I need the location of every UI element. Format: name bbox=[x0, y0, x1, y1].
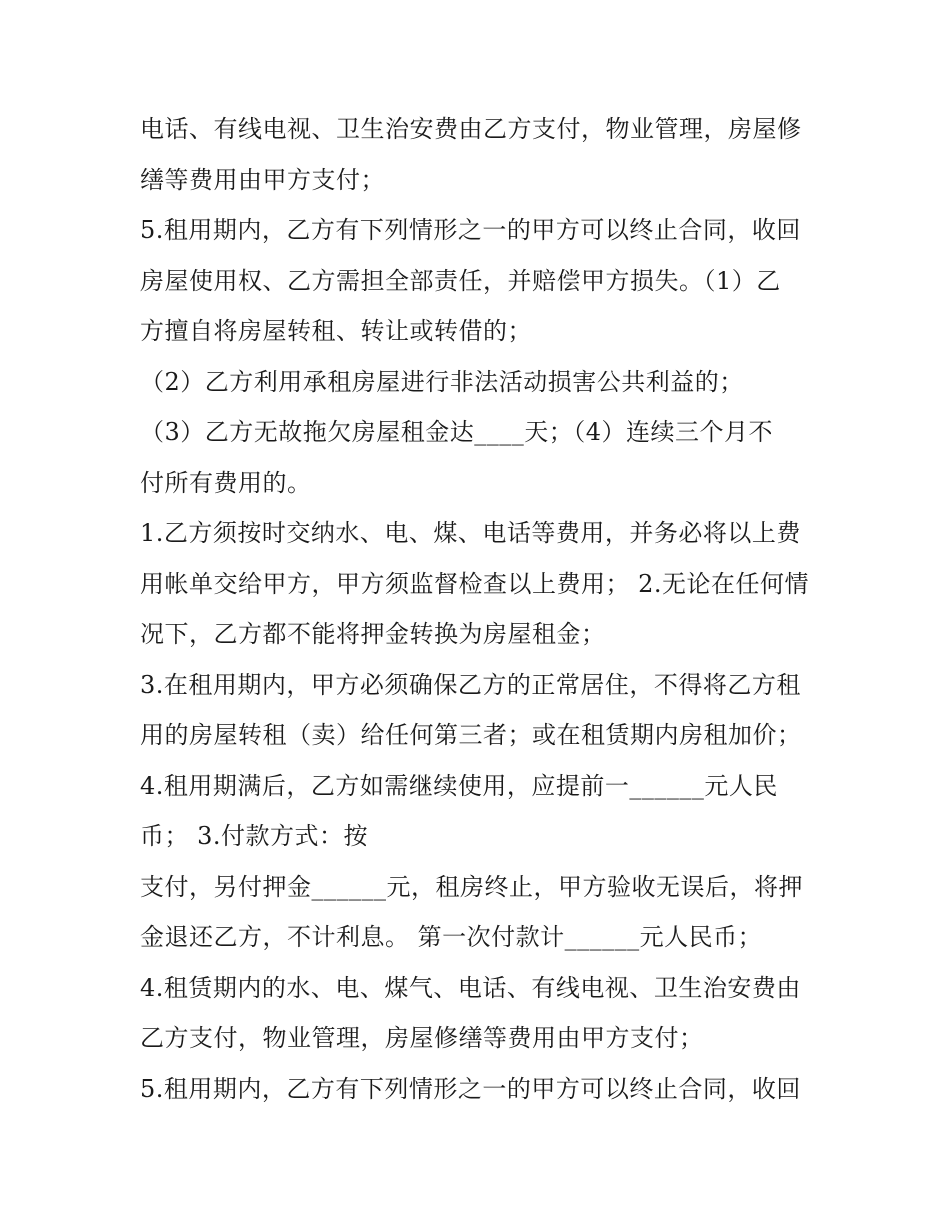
text-line: 用的房屋转租（卖）给任何第三者；或在租赁期内房租加价； bbox=[140, 721, 802, 749]
text-line: 乙方支付，物业管理，房屋修缮等费用由甲方支付； bbox=[140, 1024, 704, 1052]
text-line: 付所有费用的。 bbox=[140, 468, 312, 497]
text-line: 电话、有线电视、卫生治安费由乙方支付，物业管理，房屋修 bbox=[140, 115, 802, 143]
text-line: 3.在租用期内，甲方必须确保乙方的正常居住，不得将乙方租 bbox=[140, 670, 801, 699]
text-line: 4.租用期满后，乙方如需继续使用，应提前一______元人民 bbox=[140, 771, 778, 800]
text-line: 4.租赁期内的水、电、煤气、电话、有线电视、卫生治安费由 bbox=[140, 973, 801, 1002]
text-line: 况下，乙方都不能将押金转换为房屋租金； bbox=[140, 620, 606, 648]
text-line: 5.租用期内，乙方有下列情形之一的甲方可以终止合同，收回 bbox=[140, 1074, 801, 1103]
text-line: 房屋使用权、乙方需担全部责任，并赔偿甲方损失。（1）乙 bbox=[140, 266, 781, 295]
text-line: 金退还乙方，不计利息。 第一次付款计______元人民币； bbox=[140, 923, 763, 951]
text-line: （2）乙方利用承租房屋进行非法活动损害公共利益的； bbox=[140, 367, 744, 396]
document-body bbox=[140, 104, 820, 1114]
text-line: （3）乙方无故拖欠房屋租金达____天；（4）连续三个月不 bbox=[140, 418, 774, 446]
text-line: 缮等费用由甲方支付； bbox=[140, 165, 385, 194]
text-line: 支付，另付押金______元，租房终止，甲方验收无误后，将押 bbox=[140, 872, 803, 901]
text-line: 用帐单交给甲方，甲方须监督检查以上费用； 2.无论在任何情 bbox=[140, 569, 810, 598]
text-line: 币； 3.付款方式：按 bbox=[140, 822, 369, 850]
text-line: 1.乙方须按时交纳水、电、煤、电话等费用，并务必将以上费 bbox=[140, 519, 801, 547]
text-line: 5.租用期内，乙方有下列情形之一的甲方可以终止合同，收回 bbox=[140, 216, 801, 244]
text-line: 方擅自将房屋转租、转让或转借的； bbox=[140, 317, 532, 345]
